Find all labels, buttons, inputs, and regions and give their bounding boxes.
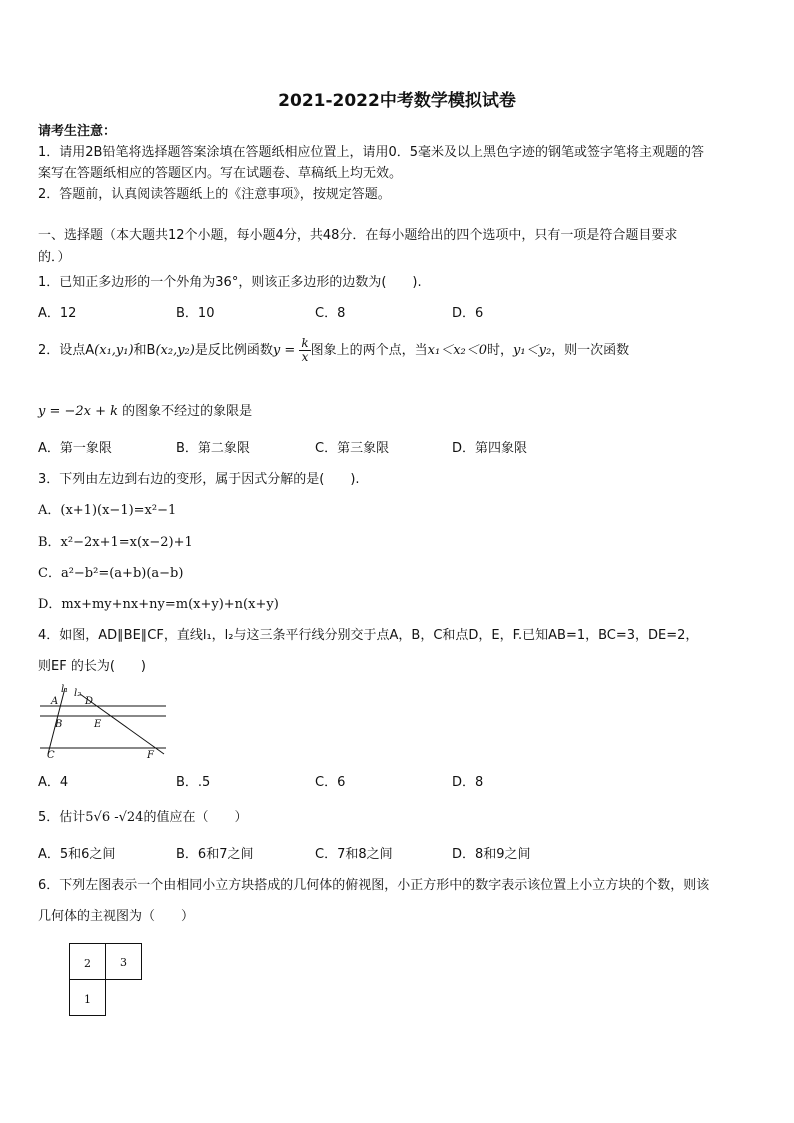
q1-stem: 1．已知正多边形的一个外角为36°，则该正多边形的边数为( ). xyxy=(38,275,422,290)
q4-option-c: C．6 xyxy=(315,775,346,790)
q6-grid-value: 2 xyxy=(84,957,91,970)
q2-condition-x: x₁＜x₂＜0 xyxy=(427,343,488,358)
q5-option-a: A．5和6之间 xyxy=(38,847,116,862)
q2-text-6: ，则一次函数 xyxy=(551,343,630,358)
q2-text-4: 图象上的两个点，当 xyxy=(310,343,428,358)
q5-option-c: C．7和8之间 xyxy=(315,847,393,862)
q2-fraction-numerator: k xyxy=(301,336,309,350)
label-l1: l₁ xyxy=(61,684,69,695)
q6-grid-cell xyxy=(69,943,106,980)
q2-point-a: (x₁,y₁) xyxy=(94,343,134,358)
q3-option-d: D．mx+my+nx+ny=m(x+y)+n(x+y) xyxy=(38,597,279,612)
label-e: E xyxy=(94,719,102,730)
q4-parallel-lines-figure xyxy=(36,682,170,762)
q6-grid-value: 1 xyxy=(84,993,91,1006)
q2-text-5: 时， xyxy=(487,343,514,358)
q2-option-a: A．第一象限 xyxy=(38,441,112,456)
label-a: A xyxy=(51,696,59,707)
q2-text-1: 2．设点A xyxy=(38,343,95,358)
notice-line-1: 1．请用2B铅笔将选择题答案涂填在答题纸相应位置上，请用0．5毫米及以上黑色字迹的钢笔或签字笔将主观题的答 xyxy=(38,145,705,160)
page-title: 2021-2022中考数学模拟试卷 xyxy=(278,91,516,111)
q3-option-a: A．(x+1)(x−1)=x²−1 xyxy=(38,503,177,518)
q4-stem-line-2: 则EF 的长为( ) xyxy=(38,659,146,674)
q4-option-d: D．8 xyxy=(452,775,484,790)
q2-linear-function: y = −2x + k xyxy=(38,404,119,419)
label-c: C xyxy=(47,750,55,761)
notice-line-2: 案写在答题纸相应的答题区内。写在试题卷、草稿纸上均无效。 xyxy=(38,166,403,181)
q6-grid-value: 3 xyxy=(120,956,127,969)
notice-line-3: 2．答题前，认真阅读答题纸上的《注意事项》，按规定答题。 xyxy=(38,187,391,202)
q6-stem-line-2: 几何体的主视图为（ ） xyxy=(38,909,195,924)
q2-line-2-text: 的图象不经过的象限是 xyxy=(122,404,253,419)
section-heading-line-2: 的．） xyxy=(38,250,71,265)
label-l2: l₂ xyxy=(74,688,82,699)
q2-option-d: D．第四象限 xyxy=(452,441,528,456)
q2-function-lhs: y = xyxy=(272,343,296,358)
q5-stem xyxy=(38,806,247,825)
q2-condition-y: y₁＜y₂ xyxy=(513,343,552,358)
q1-option-b: B．10 xyxy=(176,306,215,321)
notice-heading: 请考生注意： xyxy=(38,124,117,139)
q3-option-b: B．x²−2x+1=x(x−2)+1 xyxy=(38,535,193,550)
q2-fraction xyxy=(299,337,310,364)
q5-text-1: 5．估计 xyxy=(38,810,86,825)
q5-expression: 5√6 -√24 xyxy=(85,810,144,825)
q5-option-b: B．6和7之间 xyxy=(176,847,254,862)
q2-option-c: C．第三象限 xyxy=(315,441,390,456)
q3-option-c: C．a²−b²=(a+b)(a−b) xyxy=(38,566,184,581)
q2-point-b: (x₂,y₂) xyxy=(155,343,195,358)
q2-text-2: 和B xyxy=(133,343,156,358)
q5-option-d: D．8和9之间 xyxy=(452,847,531,862)
q6-stem-line-1: 6．下列左图表示一个由相同小立方块搭成的几何体的俯视图，小正方形中的数字表示该位置上小立方块的个数，则该 xyxy=(38,878,710,893)
q4-option-a: A．4 xyxy=(38,775,69,790)
q4-stem-line-1: 4．如图，AD∥BE∥CF，直线l₁，l₂与这三条平行线分别交于点A，B，C和点D，E，F.已知AB=1，BC=3，DE=2， xyxy=(38,628,699,643)
label-f: F xyxy=(147,750,154,761)
q1-option-c: C．8 xyxy=(315,306,346,321)
label-b: B xyxy=(55,719,63,730)
q2-option-b: B．第二象限 xyxy=(176,441,250,456)
q4-option-b: B．.5 xyxy=(176,775,211,790)
q6-grid-cell xyxy=(105,943,142,980)
section-heading-line-1: 一、选择题（本大题共12个小题，每小题4分，共48分．在每小题给出的四个选项中，只有一项是符合题目要求 xyxy=(38,228,678,243)
q1-option-d: D．6 xyxy=(452,306,484,321)
q2-stem-line-1 xyxy=(38,337,629,364)
q1-option-a: A．12 xyxy=(38,306,77,321)
q2-fraction-denominator: x xyxy=(301,350,309,364)
q2-text-3: 是反比例函数 xyxy=(194,343,273,358)
q6-grid-cell xyxy=(69,979,106,1016)
label-d: D xyxy=(85,696,94,707)
q5-text-2: 的值应在（ ） xyxy=(143,810,248,825)
q2-stem-line-2 xyxy=(38,400,252,419)
q3-stem: 3．下列由左边到右边的变形，属于因式分解的是( ). xyxy=(38,472,360,487)
